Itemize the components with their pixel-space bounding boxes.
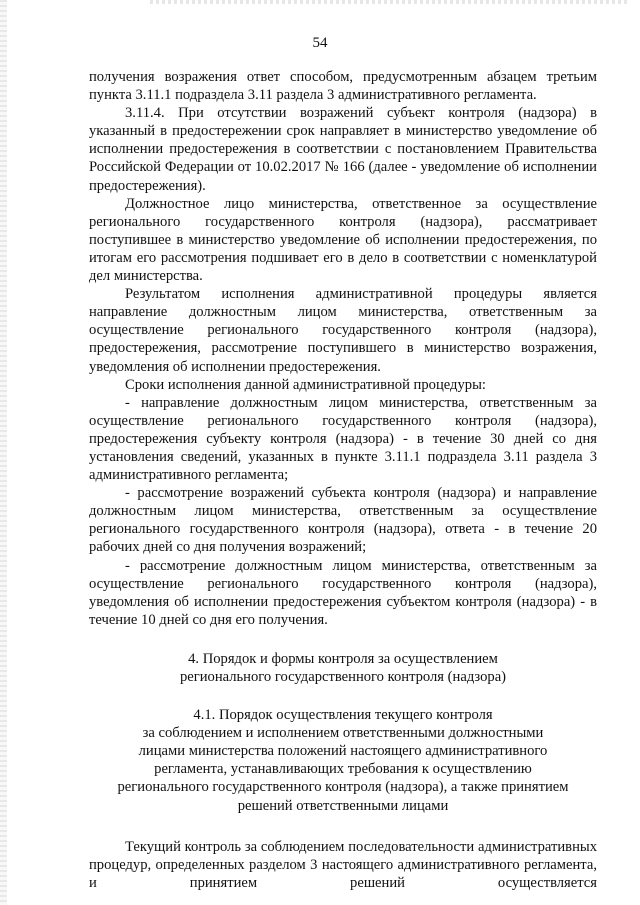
section-4-heading-line-1: 4. Порядок и формы контроля за осуществлением	[188, 650, 498, 667]
section-4-1-heading-line-4: регламента, устанавливающих требования к осуществлению	[154, 761, 532, 778]
section-4-1-heading-line-5: регионального государственного контроля (надзора), а также принятием	[117, 779, 569, 796]
paragraph-official-review: Должностное лицо министерства, ответственное за осуществление регионального государственного контроля (надзора), рассматривает поступившее в министерство уведомление об исполнении предостережения, по итогам его рассмотрения подшивает его в дело в соответствии с номенклатурой дел министерства.	[89, 195, 597, 285]
paragraph-current-control: Текущий контроль за соблюдением последовательности административных процедур, определенных разделом 3 настоящего административного регламента, и принятием решений осуществляется	[89, 838, 597, 891]
scan-edge-top	[150, 0, 630, 4]
paragraph-continuation: получения возражения ответ способом, предусмотренным абзацем третьим пункта 3.11.1 подраздела 3.11 раздела 3 административного регламента.	[89, 69, 597, 104]
section-4-1-heading-line-2: за соблюдением и исполнением ответственными должностными	[142, 725, 544, 742]
paragraph-3-11-4: 3.11.4. При отсутствии возражений субъект контроля (надзора) в указанный в предостережении срок направляет в министерство уведомление об исполнении предостережения в соответствии с постановлением Правительства Российской Федерации от 10.02.2017 № 166 (далее - уведомление об исполнении предостережения).	[89, 105, 597, 194]
paragraph-result: Результатом исполнения административной процедуры является направление должностным лицом министерства, ответственным за осуществление регионального государственного контроля (надзора), предостережения, рассмотрение поступившего в министерство возражения, уведомления об исполнении предостережения.	[89, 286, 597, 375]
list-item-deadline-3: - рассмотрение должностным лицом министерства, ответственным за осуществление регионального государственного контроля (надзора), уведомления об исполнении предостережения субъектом контроля (надзора) - в течение 10 дней со дня его получения.	[89, 557, 597, 628]
list-item-deadline-1: - направление должностным лицом министерства, ответственным за осуществление регионального государственного контроля (надзора), предостережения субъекту контроля (надзора) - в течение 30 дней со дня установления сведений, указанных в пункте 3.11.1 подраздела 3.11 раздела 3 административного регламента;	[89, 394, 597, 484]
section-4-1-heading-line-1: 4.1. Порядок осуществления текущего контроля	[193, 707, 493, 724]
page-number: 54	[312, 35, 328, 51]
paragraph-deadlines-intro: Сроки исполнения данной административной процедуры:	[125, 376, 486, 393]
document-body	[89, 68, 597, 892]
scan-edge-left	[0, 0, 7, 905]
section-4-heading-line-2: регионального государственного контроля (надзора)	[179, 669, 507, 685]
list-item-deadline-2: - рассмотрение возражений субъекта контроля (надзора) и направление должностным лицом министерства, ответственным за осуществление регионального государственного контроля (надзора), ответа - в течение 20 рабочих дней со дня получения возражений;	[89, 485, 597, 556]
section-4-1-heading-line-6: решений ответственными лицами	[237, 797, 449, 814]
section-4-1-heading-line-3: лицами министерства положений настоящего административного	[138, 743, 548, 760]
